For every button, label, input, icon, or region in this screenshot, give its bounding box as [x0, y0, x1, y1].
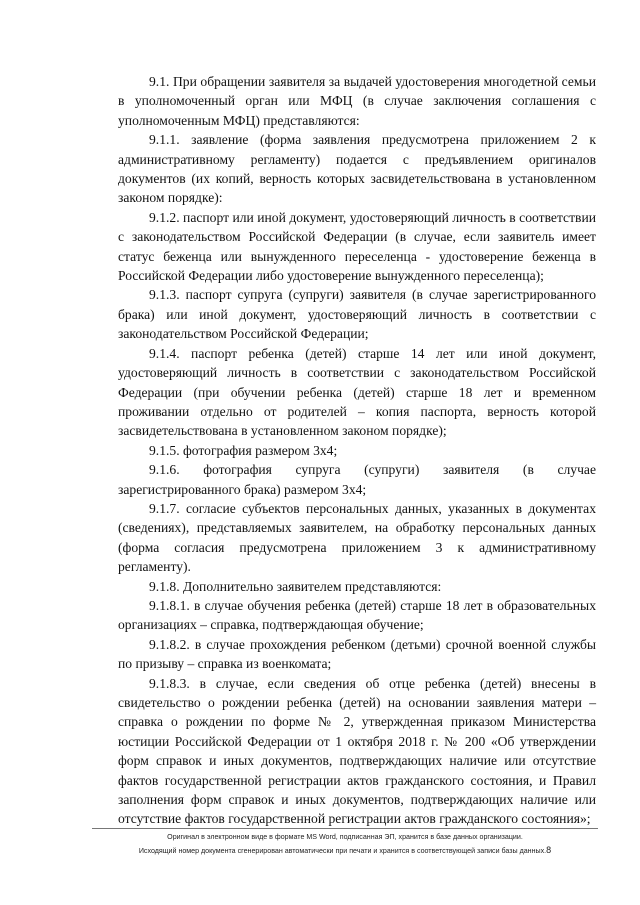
- paragraph-9-1-8-2: 9.1.8.2. в случае прохождения ребенком (детьми) срочной военной службы по призыву – справка из военкомата;: [118, 636, 596, 672]
- footer-line-outgoing-number: [92, 844, 598, 858]
- document-body: [118, 72, 596, 829]
- paragraph-9-1-3: 9.1.3. паспорт супруга (супруги) заявителя (в случае зарегистрированного брака) или иной документ, удостоверяющий личность в соответствии с законодательством Российской Федерации;: [118, 287, 596, 342]
- footer-line-outgoing-number-text: Исходящий номер документа сгенерирован автоматически при печати и хранится в соответствующей записи базы данных.: [138, 846, 547, 855]
- paragraph-9-1-8-1: 9.1.8.1. в случае обучения ребенка (детей) старше 18 лет в образовательных организациях – справка, подтверждающая обучение;: [118, 597, 596, 633]
- page-number: 8: [546, 844, 552, 855]
- paragraph-9-1-6: 9.1.6. фотография супруга (супруги) заявителя (в случае зарегистрированного брака) размером 3х4;: [118, 462, 596, 497]
- paragraph-9-1: 9.1. При обращении заявителя за выдачей удостоверения многодетной семьи в уполномоченный орган или МФЦ (в случае заключения соглашения с уполномоченным МФЦ) представляются:: [118, 74, 596, 128]
- paragraph-9-1-7: 9.1.7. согласие субъектов персональных данных, указанных в документах (сведениях), представляемых заявителем, на обработку персональных данных (форма согласия предусмотрена приложением 3 к административному регламенту).: [118, 500, 596, 575]
- paragraph-9-1-8-3: 9.1.8.3. в случае, если сведения об отце ребенка (детей) внесены в свидетельство о рождении ребенка (детей) на основании заявления матери – справка о рождении по форме № 2, утвержденная приказом Министерства юстиции Российской Федерации от 1 октября 2018 г. № 200 «Об утверждении форм справок и иных документов, подтверждающих наличие или отсутствие фактов государственной регистрации актов гражданского состояния, и Правил заполнения форм справок и иных документов, подтверждающих наличие или отсутствие фактов государственной регистрации актов гражданского состояния»;: [118, 675, 596, 827]
- footer-line-original: Оригинал в электронном виде в формате MS Word, подписанная ЭП, хранится в базе данных организации.: [167, 833, 523, 841]
- paragraph-9-1-5: 9.1.5. фотография размером 3х4;: [149, 442, 338, 458]
- page-footer: [92, 831, 598, 857]
- footer-divider: [92, 828, 598, 829]
- paragraph-9-1-4: 9.1.4. паспорт ребенка (детей) старше 14 лет или иной документ, удостоверяющий личность в соответствии с законодательством Российской Федерации (при обучении ребенка (детей) старше 18 лет и временном проживании отдельно от родителей – копия паспорта, верность которой засвидетельствована в установленном законом порядке);: [118, 345, 596, 439]
- paragraph-9-1-2: 9.1.2. паспорт или иной документ, удостоверяющий личность в соответствии с законодательством Российской Федерации (в случае, если заявитель имеет статус беженца или вынужденного переселенца - удостоверение беженца в Российской Федерации либо удостоверение вынужденного переселенца);: [118, 209, 596, 284]
- paragraph-9-1-1: 9.1.1. заявление (форма заявления предусмотрена приложением 2 к административному регламенту) подается с предъявлением оригиналов документов (их копий, верность которых засвидетельствована в установленном законом порядке):: [118, 132, 596, 206]
- paragraph-9-1-8: 9.1.8. Дополнительно заявителем представляются:: [149, 578, 442, 594]
